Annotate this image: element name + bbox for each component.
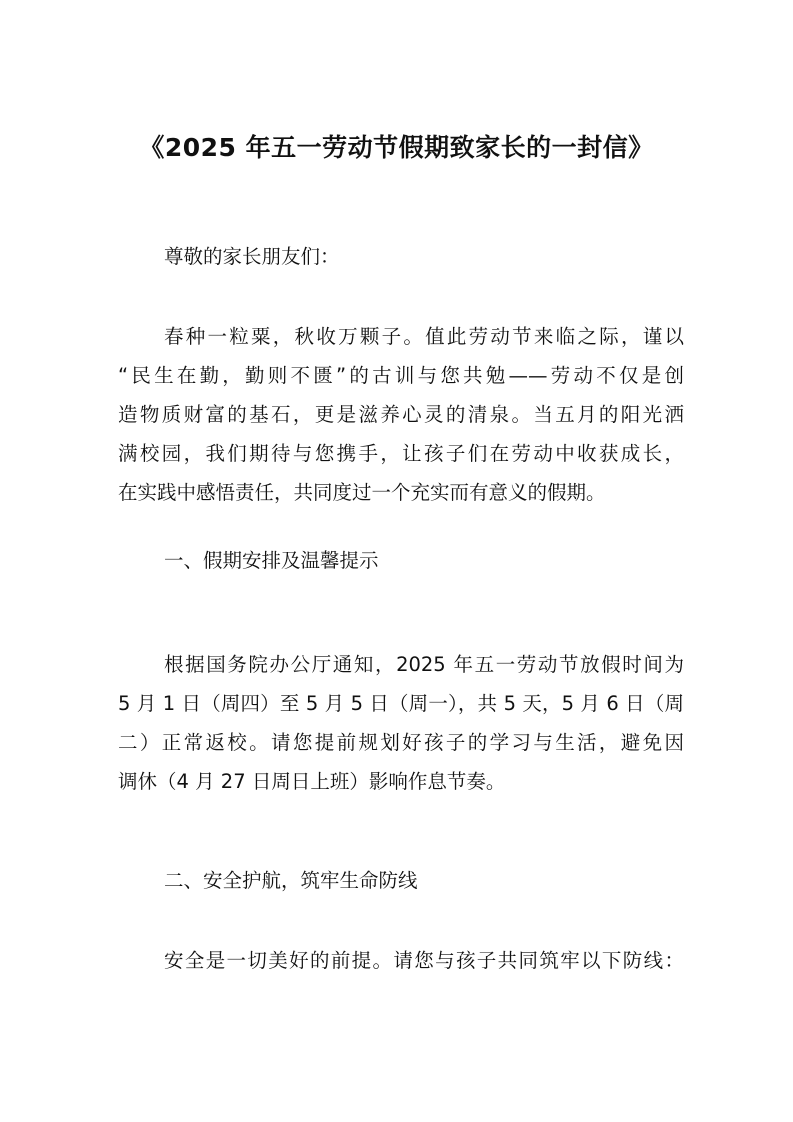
heading-text: 一、假期安排及温馨提示	[164, 549, 379, 572]
paragraph-line: 根据国务院办公厅通知，2025 年五一劳动节放假时间为	[164, 653, 684, 676]
paragraph-line: 调休（4 月 27 日周日上班）影响作息节奏。	[118, 770, 506, 793]
paragraph-safety	[118, 941, 684, 980]
document-title: 《2025 年五一劳动节假期致家长的一封信》	[139, 133, 654, 162]
paragraph-line: 春种一粒粟，秋收万颗子。值此劳动节来临之际，谨以	[164, 325, 684, 348]
paragraph-line: 在实践中感悟责任，共同度过一个充实而有意义的假期。	[118, 481, 606, 504]
paragraph-line: 造物质财富的基石，更是滋养心灵的清泉。当五月的阳光洒	[118, 403, 684, 426]
paragraph-line: 5 月 1 日（周四）至 5 月 5 日（周一），共 5 天，5 月 6 日（周	[118, 692, 684, 715]
section-heading-2	[118, 861, 684, 900]
salutation-text: 尊敬的家长朋友们：	[164, 245, 340, 268]
paragraph-intro	[118, 317, 684, 512]
heading-text: 二、安全护航，筑牢生命防线	[164, 869, 418, 892]
paragraph-line: 二）正常返校。请您提前规划好孩子的学习与生活，避免因	[118, 731, 684, 754]
paragraph-line: 安全是一切美好的前提。请您与孩子共同筑牢以下防线：	[164, 949, 684, 972]
paragraph-line: 满校园，我们期待与您携手，让孩子们在劳动中收获成长，	[118, 442, 684, 465]
paragraph-line: “民生在勤，勤则不匮”的古训与您共勉——劳动不仅是创	[118, 364, 684, 387]
paragraph-holiday	[118, 645, 684, 801]
salutation	[118, 237, 684, 276]
section-heading-1	[118, 541, 684, 580]
